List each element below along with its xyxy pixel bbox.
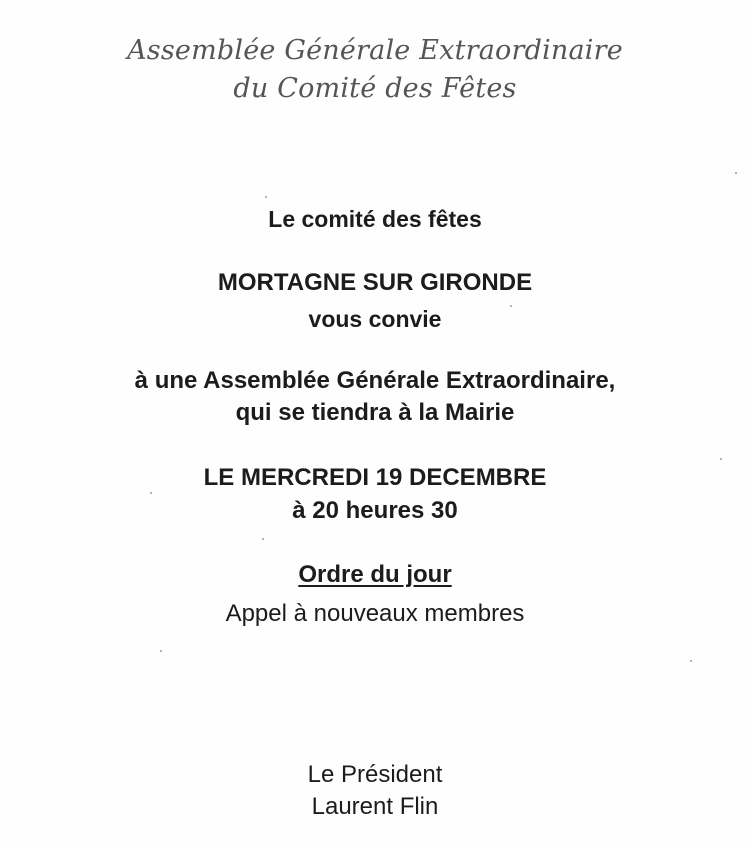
assembly-text-line1: à une Assemblée Générale Extraordinaire,	[134, 367, 616, 394]
meeting-date: LE MERCREDI 19 DECEMBRE	[203, 464, 547, 491]
meeting-time: à 20 heures 30	[292, 497, 458, 524]
agenda-item: Appel à nouveaux membres	[225, 600, 525, 627]
town-name: MORTAGNE SUR GIRONDE	[217, 269, 533, 296]
agenda-heading: Ordre du jour	[298, 561, 452, 588]
document-title-line2: du Comité des Fêtes	[233, 73, 517, 104]
signature-name: Laurent Flin	[311, 793, 439, 820]
assembly-text-line2: qui se tiendra à la Mairie	[235, 399, 515, 426]
scan-speck	[720, 458, 722, 460]
signature-role: Le Président	[307, 761, 443, 788]
scan-speck	[735, 172, 737, 174]
scan-speck	[510, 305, 512, 307]
scan-speck	[265, 196, 267, 198]
scan-speck	[160, 650, 162, 652]
invite-text: vous convie	[308, 306, 442, 332]
scan-speck	[150, 492, 152, 494]
scan-speck	[262, 538, 264, 540]
document-title-line1: Assemblée Générale Extraordinaire	[127, 35, 623, 66]
intro-text: Le comité des fêtes	[268, 206, 482, 232]
scan-speck	[690, 660, 692, 662]
